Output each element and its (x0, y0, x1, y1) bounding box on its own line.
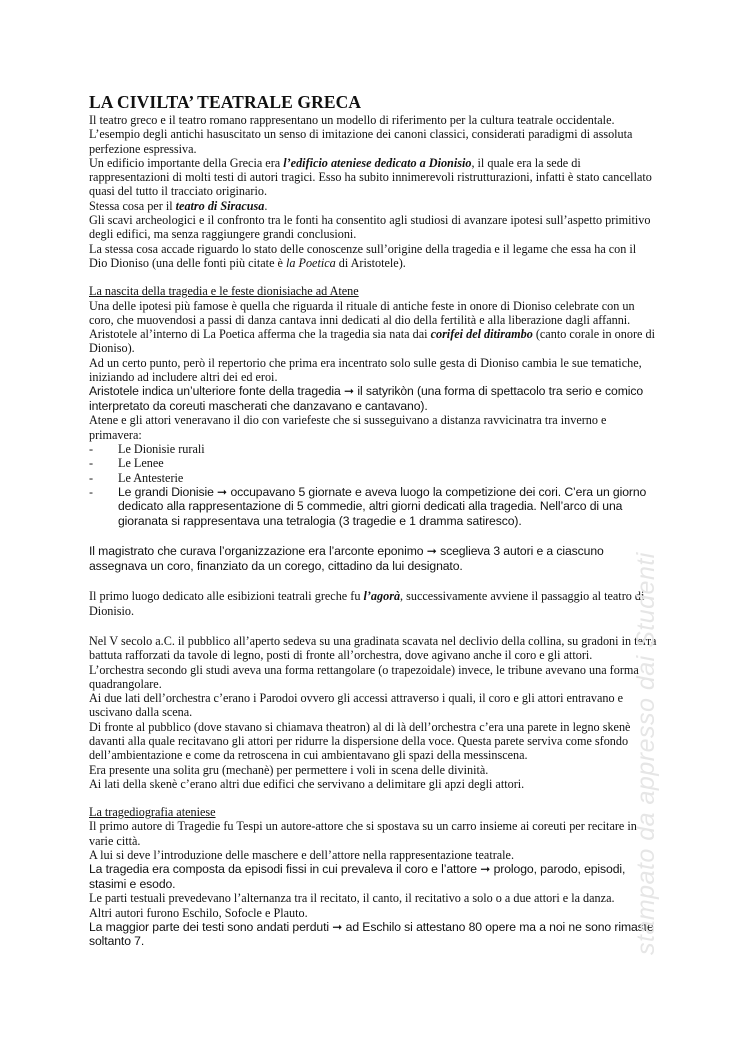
section1-paragraph-8: Nel V secolo a.C. il pubblico all’aperto sedeva su una gradinata scavata nel declivio della collina, su gradoni in terra battuta rafforzati da tavole di legno, posti di fronte all’orchestra, dove agivano anche il coro e gli attori. (89, 633, 657, 663)
list-item: - Le Antesterie (89, 471, 657, 485)
spacer (89, 791, 657, 805)
intro-paragraph-2 (89, 156, 657, 199)
section1-p2-emphasis: corifei del ditirambo (430, 327, 533, 342)
section-heading-tragediografia: La tragediografia ateniese (89, 805, 216, 820)
section2-paragraph-6: La maggior parte dei testi sono andati perduti ➞ ad Eschilo si attestano 80 opere ma a noi ne sono rimaste soltanto 7. (89, 919, 654, 949)
section1-paragraph-2 (89, 327, 657, 356)
section1-paragraph-7 (89, 589, 657, 618)
section2-paragraph-1: Il primo autore di Tragedie fu Tespi un autore-attore che si spostava su un carro insieme ai coreuti per recitare in varie città. (89, 819, 637, 848)
watermark-text: stampato da appresso dai Studenti (632, 552, 660, 955)
section1-paragraph-11: Di fronte al pubblico (dove stavano si chiamava theatron) al di là dell’orchestra c’era una parete in legno skenè davanti alla quale recitavano gli attori per ridurre la dispersione della voce. Questa parete serviva come sfondo dell’ambientazione e come da retroscena in cui ambientavano gli spazi della messinscena. (89, 719, 631, 763)
section1-paragraph-12: Era presente una solita gru (mechanè) per permettere i voli in scena delle divinità. (89, 762, 489, 777)
intro-p5-text-after: di Aristotele). (335, 255, 406, 270)
section1-paragraph-9: L’orchestra secondo gli studi aveva una forma rettangolare (o trapezoidale) invece, le tribune avevano una forma quadrangolare. (89, 662, 639, 691)
spacer (89, 528, 657, 544)
section2-paragraph-3: La tragedia era composta da episodi fissi in cui prevaleva il coro e l’attore ➞ prologo, parodo, episodi, stasimi e esodo. (89, 862, 626, 891)
section1-p7-text-after: , successivamente avviene il passaggio al teatro di Dionisio. (89, 589, 645, 618)
intro-p3-text-after: . (264, 198, 268, 213)
intro-p2-text: Un edificio importante della Grecia era (89, 155, 284, 170)
section2-paragraph-4: Le parti testuali prevedevano l’alternanza tra il recitato, il canto, il recitativo a solo o a due attori e la danza. (89, 891, 615, 906)
section1-paragraph-1: Una delle ipotesi più famose è quella che riguarda il rituale di antiche feste in onore di Dioniso celebrate con un coro, che muovendosi a passi di danza cantava inni dedicati al dio della fertilità e alla liberazione dagli affanni. (89, 298, 635, 327)
list-item: - Le Lenee (89, 456, 657, 470)
watermark (614, 520, 674, 960)
section1-p7-emphasis: l’agorà (363, 589, 401, 604)
section1-paragraph-10: Ai due lati dell’orchestra c’erano i Parodoi ovvero gli accessi attraverso i quali, il coro e gli attori entravano e uscivano dalla scena. (89, 691, 624, 720)
section2-paragraph-2: A lui si deve l’introduzione delle maschere e dell’attore nella rappresentazione teatrale. (89, 848, 515, 863)
intro-p5-emphasis: la Poetica (285, 255, 336, 270)
intro-p5-text: La stessa cosa accade riguardo lo stato delle conoscenze sull’origine della tragedia e il legame che essa ha con il Dio Dioniso (una delle fonti più citate è (89, 241, 637, 270)
section1-paragraph-13: Ai lati della skenè c’erano altri due edifici che servivano a delimitare gli apzi degli attori. (89, 776, 525, 791)
intro-paragraph-1: Il teatro greco e il teatro romano rappresentano un modello di riferimento per la cultura teatrale occidentale. L’esempio degli antichi hasuscitato un senso di imitazione dei canoni classici, considerati paradigmi di assoluta perfezione espressiva. (89, 113, 633, 156)
intro-paragraph-5 (89, 242, 657, 271)
section1-p2-text: Aristotele al’interno di La Poetica afferma che la tragedia sia nata dai (89, 327, 431, 342)
intro-p3-text: Stessa cosa per il (89, 198, 176, 213)
section1-paragraph-5: Atene e gli attori veneravano il dio con variefeste che si susseguivano a distanza ravvicinatra tra inverno e primavera: (89, 413, 607, 442)
feste-list (89, 442, 657, 528)
intro-p2-emphasis: l’edificio ateniese dedicato a Dionisio (283, 155, 472, 170)
section1-paragraph-6: Il magistrato che curava l’organizzazione era l’arconte eponimo ➞ sceglieva 3 autori e a ciascuno assegnava un coro, finanziato da un corego, cittadino da lui designato. (89, 544, 604, 573)
intro-p2-text-after: , il quale era la sede di rappresentazioni di molti testi di autori tragici. Esso ha subito innimerevoli ristrutturazioni, infatti è stato cancellato quasi del tutto il tracciato originario. (89, 155, 652, 199)
section-heading-nascita: La nascita della tragedia e le feste dionisiache ad Atene (89, 284, 359, 299)
section1-p7-text: Il primo luogo dedicato alle esibizioni teatrali greche fu (89, 589, 364, 604)
spacer (89, 618, 657, 634)
spacer (89, 573, 657, 589)
section1-paragraph-3: Ad un certo punto, però il repertorio che prima era incentrato solo sulle gesta di Dioniso cambia le sue tematiche, iniziando ad includere altri dei ed eroi. (89, 355, 642, 385)
spacer (89, 270, 657, 284)
intro-paragraph-3 (89, 199, 657, 213)
section2-paragraph-5: Altri autori furono Eschilo, Sofocle e Plauto. (89, 905, 308, 920)
document-body (89, 92, 657, 949)
intro-paragraph-4: Gli scavi archeologici e il confronto tra le fonti ha consentito agli studiosi di avanzare ipotesi sull’aspetto primitivo degli edifici, ma senza raggiungere grandi conclusioni. (89, 213, 651, 242)
page-title: LA CIVILTA’ TEATRALE GRECA (89, 92, 362, 112)
intro-p3-emphasis: teatro di Siracusa (175, 198, 265, 213)
section1-paragraph-4: Aristotele indica un’ulteriore fonte della tragedia ➞ il satyrikòn (una forma di spettacolo tra serio e comico interpretato da coreuti mascherati che danzavano e cantavano). (89, 384, 644, 413)
list-item: - Le grandi Dionisie ➞ occupavano 5 giornate e aveva luogo la competizione dei cori. C’era un giorno dedicato alla rappresentazione di 5 commedie, altri giorni dedicati alla tragedia. Nell’arco di una gioranata si rappresentava una tetralogia (3 tragedie e 1 dramma satiresco). (89, 485, 657, 529)
list-item: - Le Dionisie rurali (89, 442, 657, 456)
section1-p2-text-after: (canto corale in onore di Dioniso). (89, 327, 655, 356)
